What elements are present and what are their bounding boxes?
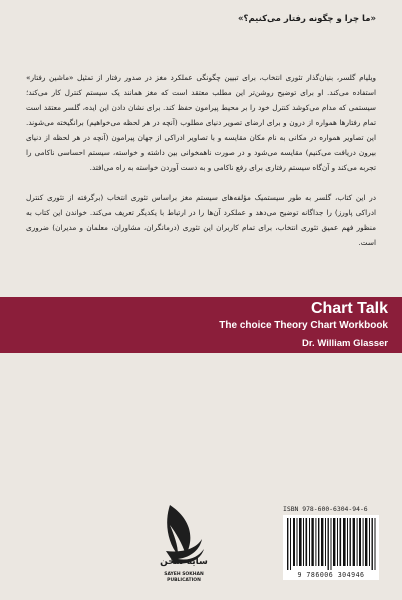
book-title: Chart Talk: [310, 300, 388, 317]
publisher-en-line1: SAYEH SOKHAN: [164, 572, 204, 577]
quote-heading: «ما چرا و چگونه رفتار می‌کنیم؟»: [238, 14, 376, 24]
description-paragraph-2: در این کتاب، گلسر به طور سیستمیک مؤلفه‌های سیستم مغز براساس تئوری انتخاب (برگرفته از تئوری کنترل ادراکی پاورز) را جداگانه توضیح می‌دهد و عملکرد آن‌ها را در ارتباط با یکدیگر تعریف می‌کند. خواندن این کتاب به منظور فهم عمیق تئوری انتخاب، برای تمام کاربران این تئوری (درمانگران، مشاوران، معلمان و مدیران) ضروری است.: [26, 193, 376, 247]
publisher-name-fa: سایه سخن: [160, 557, 208, 567]
barcode-digits: 9 786006 304946: [283, 571, 379, 580]
isbn-label: ISBN 978-600-6304-94-6: [283, 505, 368, 513]
book-subtitle: The choice Theory Chart Workbook: [219, 320, 388, 331]
barcode-icon: [283, 515, 379, 571]
description-paragraph-1: ویلیام گلسر، بنیان‌گذار تئوری انتخاب، برای تبیین چگونگی عملکرد مغز در صدور رفتار از تمثیل «ماشین رفتار» استفاده می‌کند. او برای توضیح روشن‌تر این مطلب معتقد است که مغز همانند یک سیستم کنترل کار می‌کند؛ سیستمی که مدام می‌کوشد کنترل خود را بر محیط پیرامون حفظ کند. برای نشان دادن این ایده، گلسر معتقد است تمام رفتارها همواره از درون و برای ارضای تصویر دنیای مطلوب (آنچه در هر لحظه می‌خواهیم) برانگیخته می‌شوند. این تصاویر همواره در مکانی به نام مکان مقایسه و با تصاویر ادراکی از جهان پیرامون (آنچه در هر لحظه از دنیای بیرون دریافت می‌کنیم) مقایسه می‌شود و در صورت ناهمخوانی بین داشته و خواسته، سیستم احساسی ناکامی را تجربه می‌کند و آن‌گاه سیستم رفتاری برای رفع ناکامی و به دست آوردن خواسته به راه می‌افتد.: [26, 73, 376, 172]
title-band: [0, 297, 402, 353]
book-author: Dr. William Glasser: [302, 338, 388, 349]
publisher-en-line2: PUBLICATION: [167, 578, 201, 583]
publisher-name-en: [152, 572, 216, 584]
isbn-block: [283, 505, 379, 580]
